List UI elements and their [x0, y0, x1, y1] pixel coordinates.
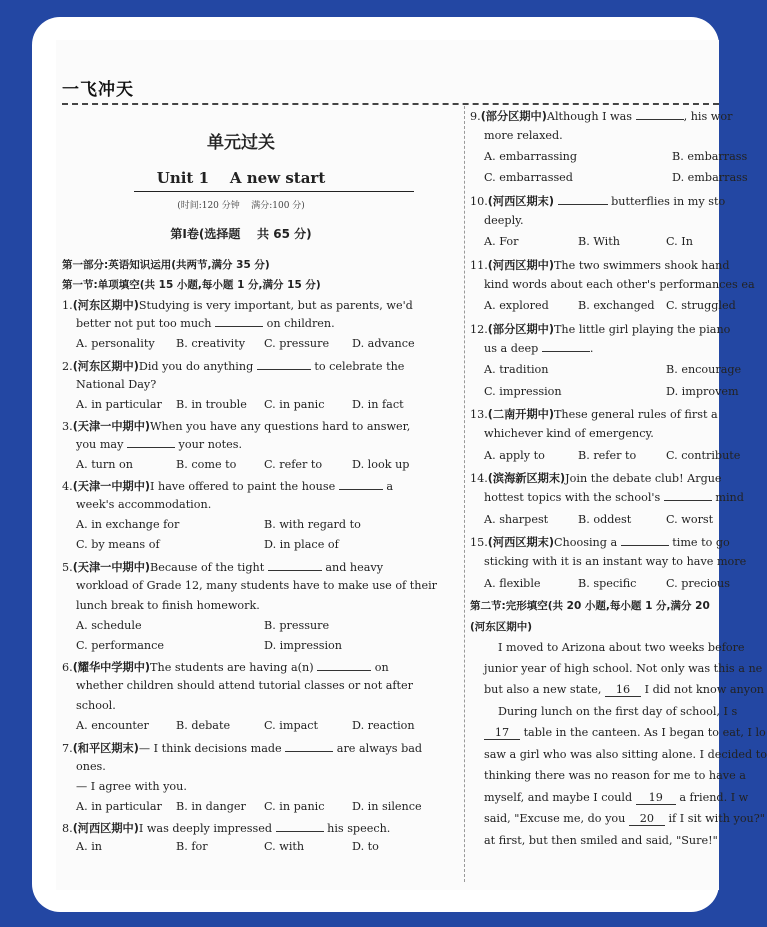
option-b[interactable]: B. exchanged	[578, 299, 655, 312]
subsection-heading: 第一节:单项填空(共 15 小题,每小题 1 分,满分 15 分)	[62, 279, 321, 291]
q-text: to celebrate the	[314, 360, 405, 373]
q-text: school.	[76, 699, 116, 712]
q-source: (二南开期中)	[487, 408, 554, 421]
option-b[interactable]: B. embarrass	[672, 150, 748, 163]
q-text: Choosing a	[553, 536, 618, 549]
q-source: (天津一中期中)	[72, 420, 151, 433]
option-b[interactable]: B. come to	[176, 458, 237, 471]
answer-blank[interactable]	[636, 119, 684, 120]
option-a[interactable]: A. encounter	[76, 719, 149, 732]
option-b[interactable]: B. in danger	[176, 800, 246, 813]
brand-logo: 一飞冲天	[62, 80, 134, 100]
q-text: lunch break to finish homework.	[76, 599, 260, 612]
option-b[interactable]: B. oddest	[578, 513, 632, 526]
option-a[interactable]: A. flexible	[484, 577, 541, 590]
answer-blank[interactable]	[339, 489, 383, 490]
answer-blank[interactable]	[276, 831, 324, 832]
q-number: 1.	[62, 299, 73, 312]
q-source: (河西区期末)	[487, 195, 554, 208]
q-text: and heavy	[325, 561, 384, 574]
q-source: (天津一中期中)	[72, 480, 151, 493]
q-source: (天津一中期中)	[72, 561, 151, 574]
option-b[interactable]: B. with regard to	[264, 518, 361, 531]
q-text: — I think decisions made	[138, 742, 282, 755]
column-divider	[464, 106, 465, 882]
answer-blank[interactable]	[127, 447, 175, 448]
q-text: When you have any questions hard to answer,	[150, 420, 411, 433]
q-text: , his wor	[683, 110, 733, 123]
option-d[interactable]: D. reaction	[352, 719, 415, 732]
q-text: week's accommodation.	[76, 498, 212, 511]
passage-line: saw a girl who was also sitting alone. I decided to	[484, 748, 767, 761]
passage-line: I moved to Arizona about two weeks before	[498, 641, 745, 654]
q-source: (河西区期末)	[487, 536, 554, 549]
option-a[interactable]: A. schedule	[76, 619, 142, 632]
q-source: (河西区期中)	[487, 259, 554, 272]
option-c[interactable]: C. impression	[484, 385, 562, 398]
q-text: a	[386, 480, 394, 493]
page-frame	[32, 17, 767, 912]
option-c[interactable]: C. worst	[666, 513, 714, 526]
page-title: 单元过关	[207, 133, 275, 153]
option-d[interactable]: D. in silence	[352, 800, 422, 813]
option-a[interactable]: A. tradition	[484, 363, 549, 376]
option-a[interactable]: A. sharpest	[484, 513, 549, 526]
option-d[interactable]: D. embarrass	[672, 171, 748, 184]
passage-text: myself, and maybe I could	[484, 791, 633, 804]
option-d[interactable]: D. impression	[264, 639, 343, 652]
q-number: 6.	[62, 661, 73, 674]
q-text: deeply.	[484, 214, 524, 227]
exam-paper	[56, 40, 767, 890]
option-c[interactable]: C. performance	[76, 639, 164, 652]
cloze-blank-17[interactable]: 17	[484, 726, 520, 740]
q-text: hottest topics with the school's	[484, 491, 661, 504]
q-text: your notes.	[178, 438, 243, 451]
answer-blank[interactable]	[664, 500, 712, 501]
part-heading: 第Ⅰ卷(选择题 共 65 分)	[170, 227, 312, 241]
option-a[interactable]: A. apply to	[484, 449, 545, 462]
q-text: These general rules of first a	[553, 408, 718, 421]
q-number: 5.	[62, 561, 73, 574]
q-text: us a deep	[484, 342, 539, 355]
option-b[interactable]: B. for	[176, 840, 208, 853]
q-number: 7.	[62, 742, 73, 755]
passage-line: at first, but then smiled and said, "Sure!"	[484, 834, 718, 847]
answer-blank[interactable]	[621, 545, 669, 546]
unit-title: Unit 1 A new start	[156, 169, 326, 187]
option-d[interactable]: D. advance	[352, 337, 415, 350]
q-source: (河东区期中)	[72, 360, 139, 373]
q-text: Because of the tight	[150, 561, 265, 574]
option-c[interactable]: C. refer to	[264, 458, 323, 471]
passage-line: thinking there was no reason for me to have a	[484, 769, 746, 782]
answer-blank[interactable]	[268, 570, 322, 571]
q-source: (部分区期中)	[480, 110, 547, 123]
q-text: on	[374, 661, 389, 674]
q-number: 13.	[470, 408, 488, 421]
q-number: 8.	[62, 822, 73, 835]
q-text: time to go	[672, 536, 730, 549]
passage-text: if I sit with you?"	[668, 812, 765, 825]
passage-text: said, "Excuse me, do you	[484, 812, 626, 825]
passage-text: I did not know anyon	[644, 683, 765, 696]
option-c[interactable]: C. struggled	[666, 299, 736, 312]
option-a[interactable]: A. in	[76, 840, 102, 853]
q-number: 4.	[62, 480, 73, 493]
option-b[interactable]: B. encourage	[666, 363, 742, 376]
passage-text: table in the canteen. As I began to eat, I lo	[523, 726, 766, 739]
option-c[interactable]: C. impact	[264, 719, 319, 732]
subsection-heading-2: 第二节:完形填空(共 20 小题,每小题 1 分,满分 20	[470, 600, 710, 612]
option-c[interactable]: C. in panic	[264, 800, 325, 813]
q-text: sticking with it is an instant way to have more	[484, 555, 747, 568]
q-text: The two swimmers shook hand	[553, 259, 730, 272]
answer-blank[interactable]	[285, 751, 333, 752]
option-b[interactable]: B. pressure	[264, 619, 330, 632]
option-b[interactable]: B. in trouble	[176, 398, 247, 411]
q-source: (部分区期中)	[487, 323, 554, 336]
unit-underline	[134, 191, 414, 192]
cloze-blank-19[interactable]: 19	[636, 791, 676, 805]
q-text: butterflies in my sto	[611, 195, 726, 208]
q-text: workload of Grade 12, many students have to make use of their	[76, 579, 437, 592]
section-heading: 第一部分:英语知识运用(共两节,满分 35 分)	[62, 259, 270, 271]
q-text: are always bad	[336, 742, 423, 755]
q-source: (和平区期末)	[72, 742, 139, 755]
q-number: 15.	[470, 536, 488, 549]
option-a[interactable]: A. in particular	[76, 800, 162, 813]
option-b[interactable]: B. creativity	[176, 337, 246, 350]
q-number: 10.	[470, 195, 488, 208]
q-number: 2.	[62, 360, 73, 373]
option-c[interactable]: C. precious	[666, 577, 730, 590]
header-divider	[62, 103, 719, 105]
option-d[interactable]: D. in fact	[352, 398, 404, 411]
q-number: 14.	[470, 472, 488, 485]
option-c[interactable]: C. embarrassed	[484, 171, 573, 184]
q-text: National Day?	[76, 378, 157, 391]
q-text: on children.	[266, 317, 335, 330]
passage-text: a friend. I w	[679, 791, 749, 804]
q-source: (河东区期中)	[72, 299, 139, 312]
q-text: Although I was	[546, 110, 633, 123]
option-a[interactable]: A. in exchange for	[76, 518, 180, 531]
option-b[interactable]: B. With	[578, 235, 620, 248]
q-text: — I agree with you.	[76, 780, 187, 793]
q-source: (滨海新区期末)	[487, 472, 566, 485]
option-b[interactable]: B. specific	[578, 577, 637, 590]
option-c[interactable]: C. in panic	[264, 398, 325, 411]
passage-line: During lunch on the first day of school, I s	[498, 705, 738, 718]
q-text: I have offered to paint the house	[150, 480, 336, 493]
passage-text: but also a new state,	[484, 683, 602, 696]
cloze-blank-16[interactable]: 16	[605, 683, 641, 697]
answer-blank[interactable]	[317, 670, 371, 671]
answer-blank[interactable]	[257, 369, 311, 370]
option-c[interactable]: C. by means of	[76, 538, 160, 551]
option-d[interactable]: D. in place of	[264, 538, 339, 551]
q-text: whether children should attend tutorial classes or not after	[76, 679, 414, 692]
q-text: Studying is very important, but as parents, we'd	[138, 299, 413, 312]
option-d[interactable]: D. look up	[352, 458, 410, 471]
cloze-source: (河东区期中)	[470, 621, 533, 633]
option-b[interactable]: B. refer to	[578, 449, 637, 462]
q-text: The students are having a(n)	[150, 661, 314, 674]
q-text: you may	[76, 438, 124, 451]
option-a[interactable]: A. For	[484, 235, 519, 248]
q-number: 3.	[62, 420, 73, 433]
q-number: 12.	[470, 323, 488, 336]
option-c[interactable]: C. with	[264, 840, 305, 853]
option-d[interactable]: D. improvem	[666, 385, 739, 398]
q-text: whichever kind of emergency.	[484, 427, 654, 440]
option-d[interactable]: D. to	[352, 840, 379, 853]
passage-line: junior year of high school. Not only was this a ne	[484, 662, 763, 675]
q-number: 9.	[470, 110, 481, 123]
option-c[interactable]: C. contribute	[666, 449, 741, 462]
q-text: The little girl playing the piano	[553, 323, 731, 336]
option-a[interactable]: A. personality	[76, 337, 155, 350]
cloze-blank-20[interactable]: 20	[629, 812, 665, 826]
q-text: Did you do anything	[138, 360, 254, 373]
exam-info: (时间:120 分钟 满分:100 分)	[177, 201, 305, 211]
q-source: (河西区期中)	[72, 822, 139, 835]
q-text: mind	[715, 491, 744, 504]
option-a[interactable]: A. in particular	[76, 398, 162, 411]
option-c[interactable]: C. In	[666, 235, 693, 248]
q-source: (耀华中学期中)	[72, 661, 151, 674]
option-a[interactable]: A. explored	[484, 299, 549, 312]
q-text: better not put too much	[76, 317, 212, 330]
option-b[interactable]: B. debate	[176, 719, 231, 732]
q-text: I was deeply impressed	[138, 822, 272, 835]
q-text: ones.	[76, 760, 106, 773]
option-c[interactable]: C. pressure	[264, 337, 330, 350]
q-number: 11.	[470, 259, 488, 272]
q-text: .	[589, 342, 594, 355]
option-a[interactable]: A. embarrassing	[484, 150, 578, 163]
q-text: his speech.	[327, 822, 391, 835]
answer-blank[interactable]	[558, 204, 608, 205]
q-text: Join the debate club! Argue	[565, 472, 722, 485]
q-text: kind words about each other's performances ea	[484, 278, 755, 291]
option-a[interactable]: A. turn on	[76, 458, 133, 471]
q-text: more relaxed.	[484, 129, 563, 142]
answer-blank[interactable]	[215, 326, 263, 327]
answer-blank[interactable]	[542, 351, 590, 352]
